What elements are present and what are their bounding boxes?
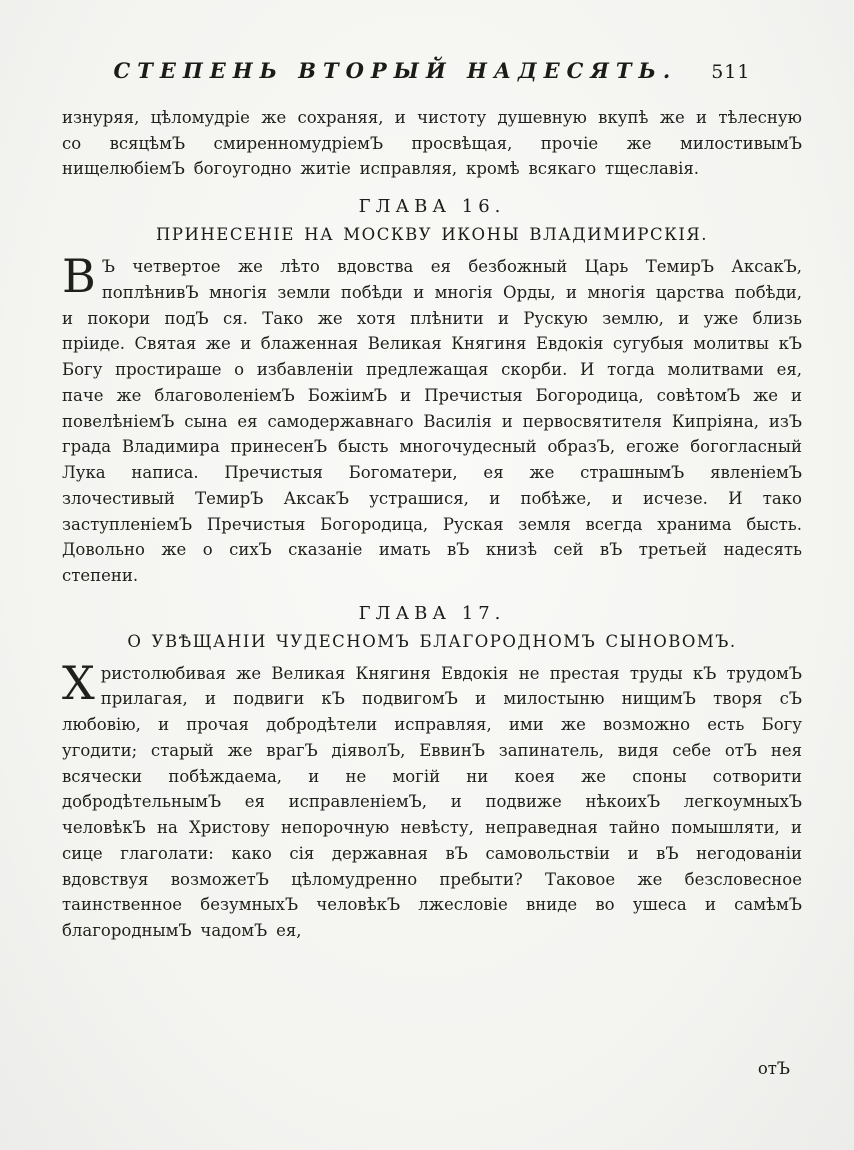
chapter-16-subheading: ПРИНЕСЕНІЕ НА МОСКВУ ИКОНЫ ВЛАДИМИРСКІЯ. bbox=[156, 225, 708, 245]
chapter-16-body-text: Ъ четвертое же лѣто вдовства ея безбожный Царь ТемирЪ АксакЪ, поплѣнивЪ многія земли побѣди и многія Орды, и многія царства побѣди, и покори подЪ ся. Тако же хотя плѣнити и Рускую землю, и уже близь пріиде. Святая же и блаженная Великая Княгиня Евдокія сугубыя молитвы кЪ Богу простираше о избавленіи предлежащая скорби. И тогда молитвами ея, паче же благоволеніемЪ БожіимЪ и Пречистыя Богородица, совѣтомЪ же и повелѣніемЪ сына ея самодержавнаго Василія и первосвятителя Кипріяна, изЪ града Владимира принесенЪ бысть многочудесный образЪ, егоже богогласный Лука написа. Пречистыя Богоматери, ея же страшнымЪ явленіемЪ злочестивый ТемирЪ АксакЪ устрашися, и побѣже, и исчезе. И тако заступленіемЪ Пречистыя Богородица, Руская земля всегда хранима бысть. Довольно же о сихЪ сказаніе имать вЪ книзѣ сей вЪ третьей надесять степени. bbox=[62, 257, 802, 586]
page-number: 511 bbox=[711, 61, 751, 83]
chapter-17-heading: ГЛАВА 17. bbox=[358, 602, 506, 624]
running-title: СТЕПЕНЬ ВТОРЫЙ НАДЕСЯТЬ. bbox=[113, 58, 678, 83]
continuation-paragraph: изнуряя, цѣломудріе же сохраняя, и чистоту душевную вкупѣ же и тѣлесную со всяцѣмЪ смиренномудріемЪ просвѣщая, прочіе же милостивымЪ нищелюбіемЪ богоугодно житіе исправляя, кромѣ всякаго тщеславія. bbox=[62, 108, 802, 179]
chapter-16-paragraph bbox=[62, 249, 802, 589]
chapter-17-paragraph bbox=[62, 655, 802, 944]
running-header bbox=[62, 58, 802, 83]
catchword: отЪ bbox=[757, 1059, 790, 1078]
chapter-17-dropcap: Х bbox=[62, 655, 95, 710]
chapter-17-body-text: ристолюбивая же Великая Княгиня Евдокія не престая труды кЪ трудомЪ прилагая, и подвиги кЪ подвигомЪ и милостыню нищимЪ творя сЪ любовію, и прочая добродѣтели исправляя, ими же возможно есть Богу угодити; старый же врагЪ діяволЪ, ЕввинЪ запинатель, видя себе отЪ нея всячески побѣждаема, и не могій ни коея же споны сотворити добродѣтельнымЪ ея исправленіемЪ, и подвиже нѣкоихЪ легкоумныхЪ человѣкЪ на Христову непорочную невѣсту, неправедная тайно помышляти, и сице глаголати: како сія державная вЪ самовольствіи и вЪ негодованіи вдовствуя возможетЪ цѣломудренно пребыти? Таковое же безсловесное таинственное безумныхЪ человѣкЪ лжесловіе вниде во ушеса и самѣмЪ благороднымЪ чадомЪ ея, bbox=[62, 663, 802, 941]
chapter-17-subheading: О УВѢЩАНІИ ЧУДЕСНОМЪ БЛАГОРОДНОМЪ СЫНОВОМЪ. bbox=[127, 631, 737, 651]
chapter-16-heading: ГЛАВА 16. bbox=[358, 196, 506, 218]
chapter-16-dropcap: В bbox=[62, 249, 96, 304]
text-block bbox=[62, 58, 802, 950]
